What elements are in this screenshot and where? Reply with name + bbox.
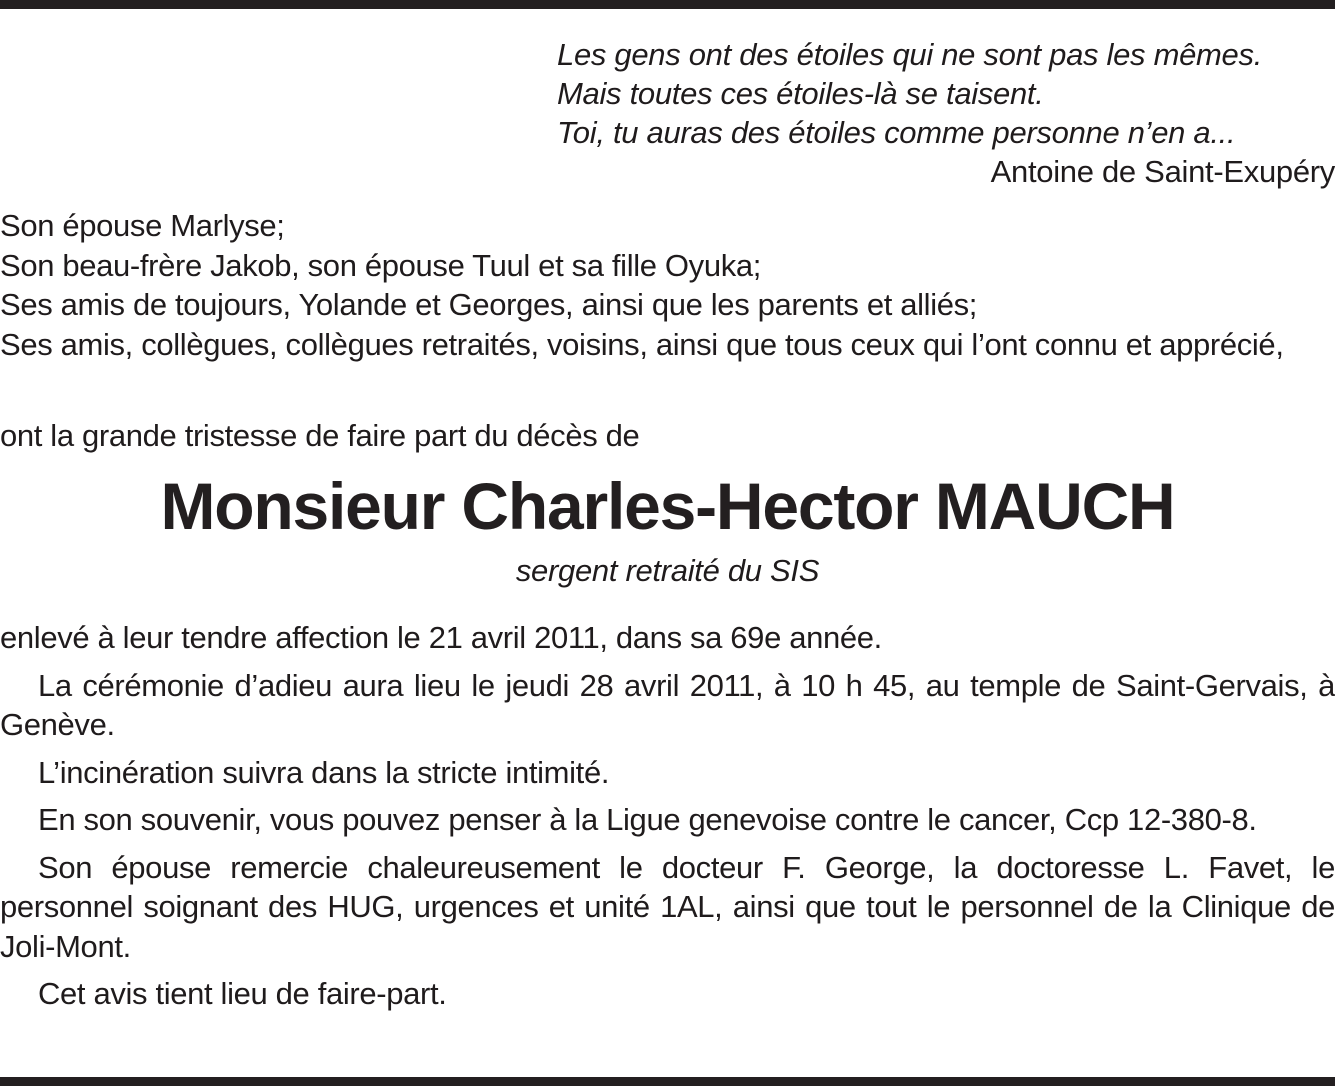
quote-line: Toi, tu auras des étoiles comme personne n’en a... xyxy=(557,115,1236,150)
paragraph: Son épouse remercie chaleureusement le docteur F. George, la doctoresse L. Favet, le personnel soignant des HUG, urgences et unité 1AL, ainsi que tout le personnel de la Clinique de Joli-Mont. xyxy=(0,849,1335,964)
bottom-border-rule xyxy=(0,1077,1335,1086)
announcement-text: ont la grande tristesse de faire part du décès de xyxy=(0,418,640,453)
family-line: Son épouse Marlyse; xyxy=(0,208,285,243)
paragraph: La cérémonie d’adieu aura lieu le jeudi 28 avril 2011, à 10 h 45, au temple de Saint-Gervais, à Genève. xyxy=(0,667,1335,742)
family-line: Ses amis de toujours, Yolande et Georges, ainsi que les parents et alliés; xyxy=(0,287,978,322)
family-line: Son beau-frère Jakob, son épouse Tuul et sa fille Oyuka; xyxy=(0,247,762,283)
paragraph: Cet avis tient lieu de faire-part. xyxy=(38,976,447,1011)
paragraph: En son souvenir, vous pouvez penser à la Ligue genevoise contre le cancer, Ccp 12-380-8. xyxy=(38,802,1257,837)
paragraph: L’incinération suivra dans la stricte intimité. xyxy=(38,754,610,790)
deceased-title: sergent retraité du SIS xyxy=(515,553,820,588)
deceased-name: Monsieur Charles-Hector MAUCH xyxy=(160,469,1175,543)
quote-line: Les gens ont des étoiles qui ne sont pas les mêmes. xyxy=(557,37,1263,72)
quote-line: Mais toutes ces étoiles-là se taisent. xyxy=(557,76,1044,111)
top-border-rule xyxy=(0,0,1335,9)
paragraph: enlevé à leur tendre affection le 21 avril 2011, dans sa 69e année. xyxy=(0,620,882,655)
quote-author: Antoine de Saint-Exupéry xyxy=(990,154,1335,189)
epigraph-quote xyxy=(557,35,1335,191)
notice-body xyxy=(0,618,1335,1014)
family-line: Ses amis, collègues, collègues retraités, voisins, ainsi que tous ceux qui l’ont connu et apprécié, xyxy=(0,326,1284,362)
family-list xyxy=(0,206,1335,364)
